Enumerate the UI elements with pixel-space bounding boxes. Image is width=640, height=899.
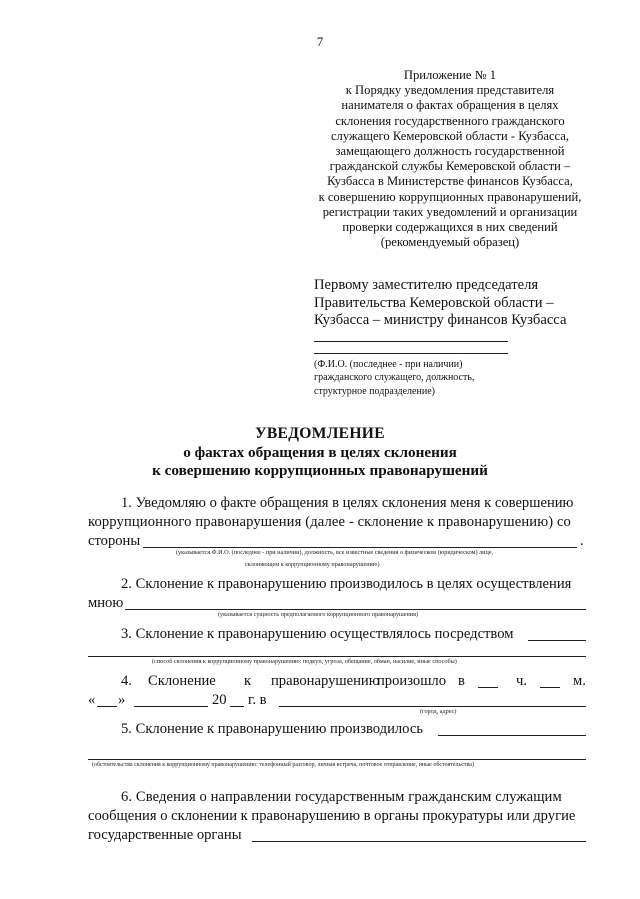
item4-quote-close: » <box>118 692 126 708</box>
title-subline: о фактах обращения в целях склонения <box>183 443 457 461</box>
appendix-header <box>300 68 600 250</box>
item4-year-prefix: 20 <box>212 692 227 708</box>
addressee-block <box>314 277 566 330</box>
item3-note: (способ склонения к коррупционному правонарушению: подкуп, угроза, обещание, обман, насилие, иные способы) <box>152 658 457 665</box>
title-main: УВЕДОМЛЕНИЕ <box>255 425 385 442</box>
appendix-line: регистрации таких уведомлений и организации <box>322 204 578 219</box>
item1-line3-label: стороны <box>88 533 141 549</box>
item1-note-2: склоняющем к коррупционному правонарушению) <box>245 561 380 568</box>
appendix-line: нанимателя о фактах обращения в целях <box>341 98 559 113</box>
fio-note-line: структурное подразделение) <box>314 385 435 397</box>
appendix-line: замещающего должность государственной <box>335 144 565 159</box>
appendix-line: проверки содержащихся в них сведений <box>342 220 558 235</box>
item1-line2: коррупционного правонарушения (далее - склонение к правонарушению) со <box>88 514 571 530</box>
page-number: 7 <box>316 34 324 49</box>
item4-word: м. <box>573 673 586 689</box>
item4-month-field[interactable] <box>134 706 208 707</box>
item1-period: . <box>580 533 584 549</box>
item2-line1: 2. Склонение к правонарушению производилось в целях осуществления <box>121 576 572 592</box>
item6-authorities-field[interactable] <box>252 841 586 842</box>
item5-circumstances-field-2[interactable] <box>88 759 586 760</box>
item4-day-field[interactable] <box>97 706 117 707</box>
sender-fio-note <box>314 358 474 398</box>
item2-purpose-field[interactable] <box>125 609 586 610</box>
item1-note-1: (указывается Ф.И.О. (последнее - при наличии), должность, все известные сведения о физическом (юридическом) лице, <box>176 549 494 556</box>
item4-note: (город, адрес) <box>420 708 457 715</box>
appendix-line: гражданской службы Кемеровской области – <box>329 159 571 174</box>
appendix-line: Кузбасса в Министерстве финансов Кузбасса, <box>327 174 573 189</box>
item5-note: (обстоятельства склонения к коррупционному правонарушению: телефонный разговор, личная встреча, почтовое отправление, иные обстоятельства) <box>92 762 474 768</box>
item4-word: ч. <box>516 673 527 689</box>
item2-line2-label: мною <box>88 595 124 611</box>
item4-word: к <box>244 673 252 689</box>
item5-circumstances-field-1[interactable] <box>438 735 586 736</box>
item6-line2: сообщения о склонении к правонарушению в органы прокуратуры или другие <box>88 808 576 824</box>
appendix-line: служащего Кемеровской области - Кузбасса, <box>330 128 570 143</box>
item6-line1: 6. Сведения о направлении государственным гражданским служащим <box>121 789 562 805</box>
item4-word: 4. <box>121 673 132 689</box>
item4-year-field[interactable] <box>230 706 244 707</box>
appendix-line: (рекомендуемый образец) <box>380 235 520 250</box>
item4-word: в <box>458 673 465 689</box>
fio-note-line: гражданского служащего, должность, <box>314 372 475 384</box>
item6-line3-label: государственные органы <box>88 827 242 843</box>
sender-blank-line-1[interactable] <box>314 341 508 342</box>
addressee-line: Правительства Кемеровской области – <box>314 294 554 311</box>
item4-minute-field[interactable] <box>540 687 560 688</box>
document-title <box>0 425 640 481</box>
addressee-line: Кузбасса – министру финансов Кузбасса <box>314 312 567 329</box>
item4-hour-field[interactable] <box>478 687 498 688</box>
title-subline: к совершению коррупционных правонарушений <box>152 462 488 480</box>
item1-line1: 1. Уведомляю о факте обращения в целях склонения меня к совершению <box>121 495 574 511</box>
item4-word: произошло <box>377 673 447 689</box>
appendix-line: склонения государственного гражданского <box>335 113 565 128</box>
item4-word: Склонение <box>148 673 216 689</box>
appendix-line: Приложение № 1 <box>403 68 497 82</box>
fio-note-line: (Ф.И.О. (последнее - при наличии) <box>314 359 463 370</box>
item3-method-field-1[interactable] <box>528 640 586 641</box>
item3-line1: 3. Склонение к правонарушению осуществлялось посредством <box>121 626 514 642</box>
appendix-line: к Порядку уведомления представителя <box>345 83 555 98</box>
item3-method-field-2[interactable] <box>88 656 586 657</box>
item4-quote-open: « <box>88 692 96 708</box>
sender-blank-line-2[interactable] <box>314 353 508 354</box>
item5-line1: 5. Склонение к правонарушению производилось <box>121 721 423 737</box>
item1-sender-field[interactable] <box>143 547 577 548</box>
addressee-line: Первому заместителю председателя <box>314 277 539 293</box>
item2-note: (указывается сущность предполагаемого коррупционного правонарушения) <box>218 611 419 618</box>
appendix-line: к совершению коррупционных правонарушений, <box>318 189 582 204</box>
item4-word: правонарушению <box>271 673 380 689</box>
item4-year-suffix: г. в <box>248 692 267 708</box>
item4-place-field[interactable] <box>279 706 586 707</box>
